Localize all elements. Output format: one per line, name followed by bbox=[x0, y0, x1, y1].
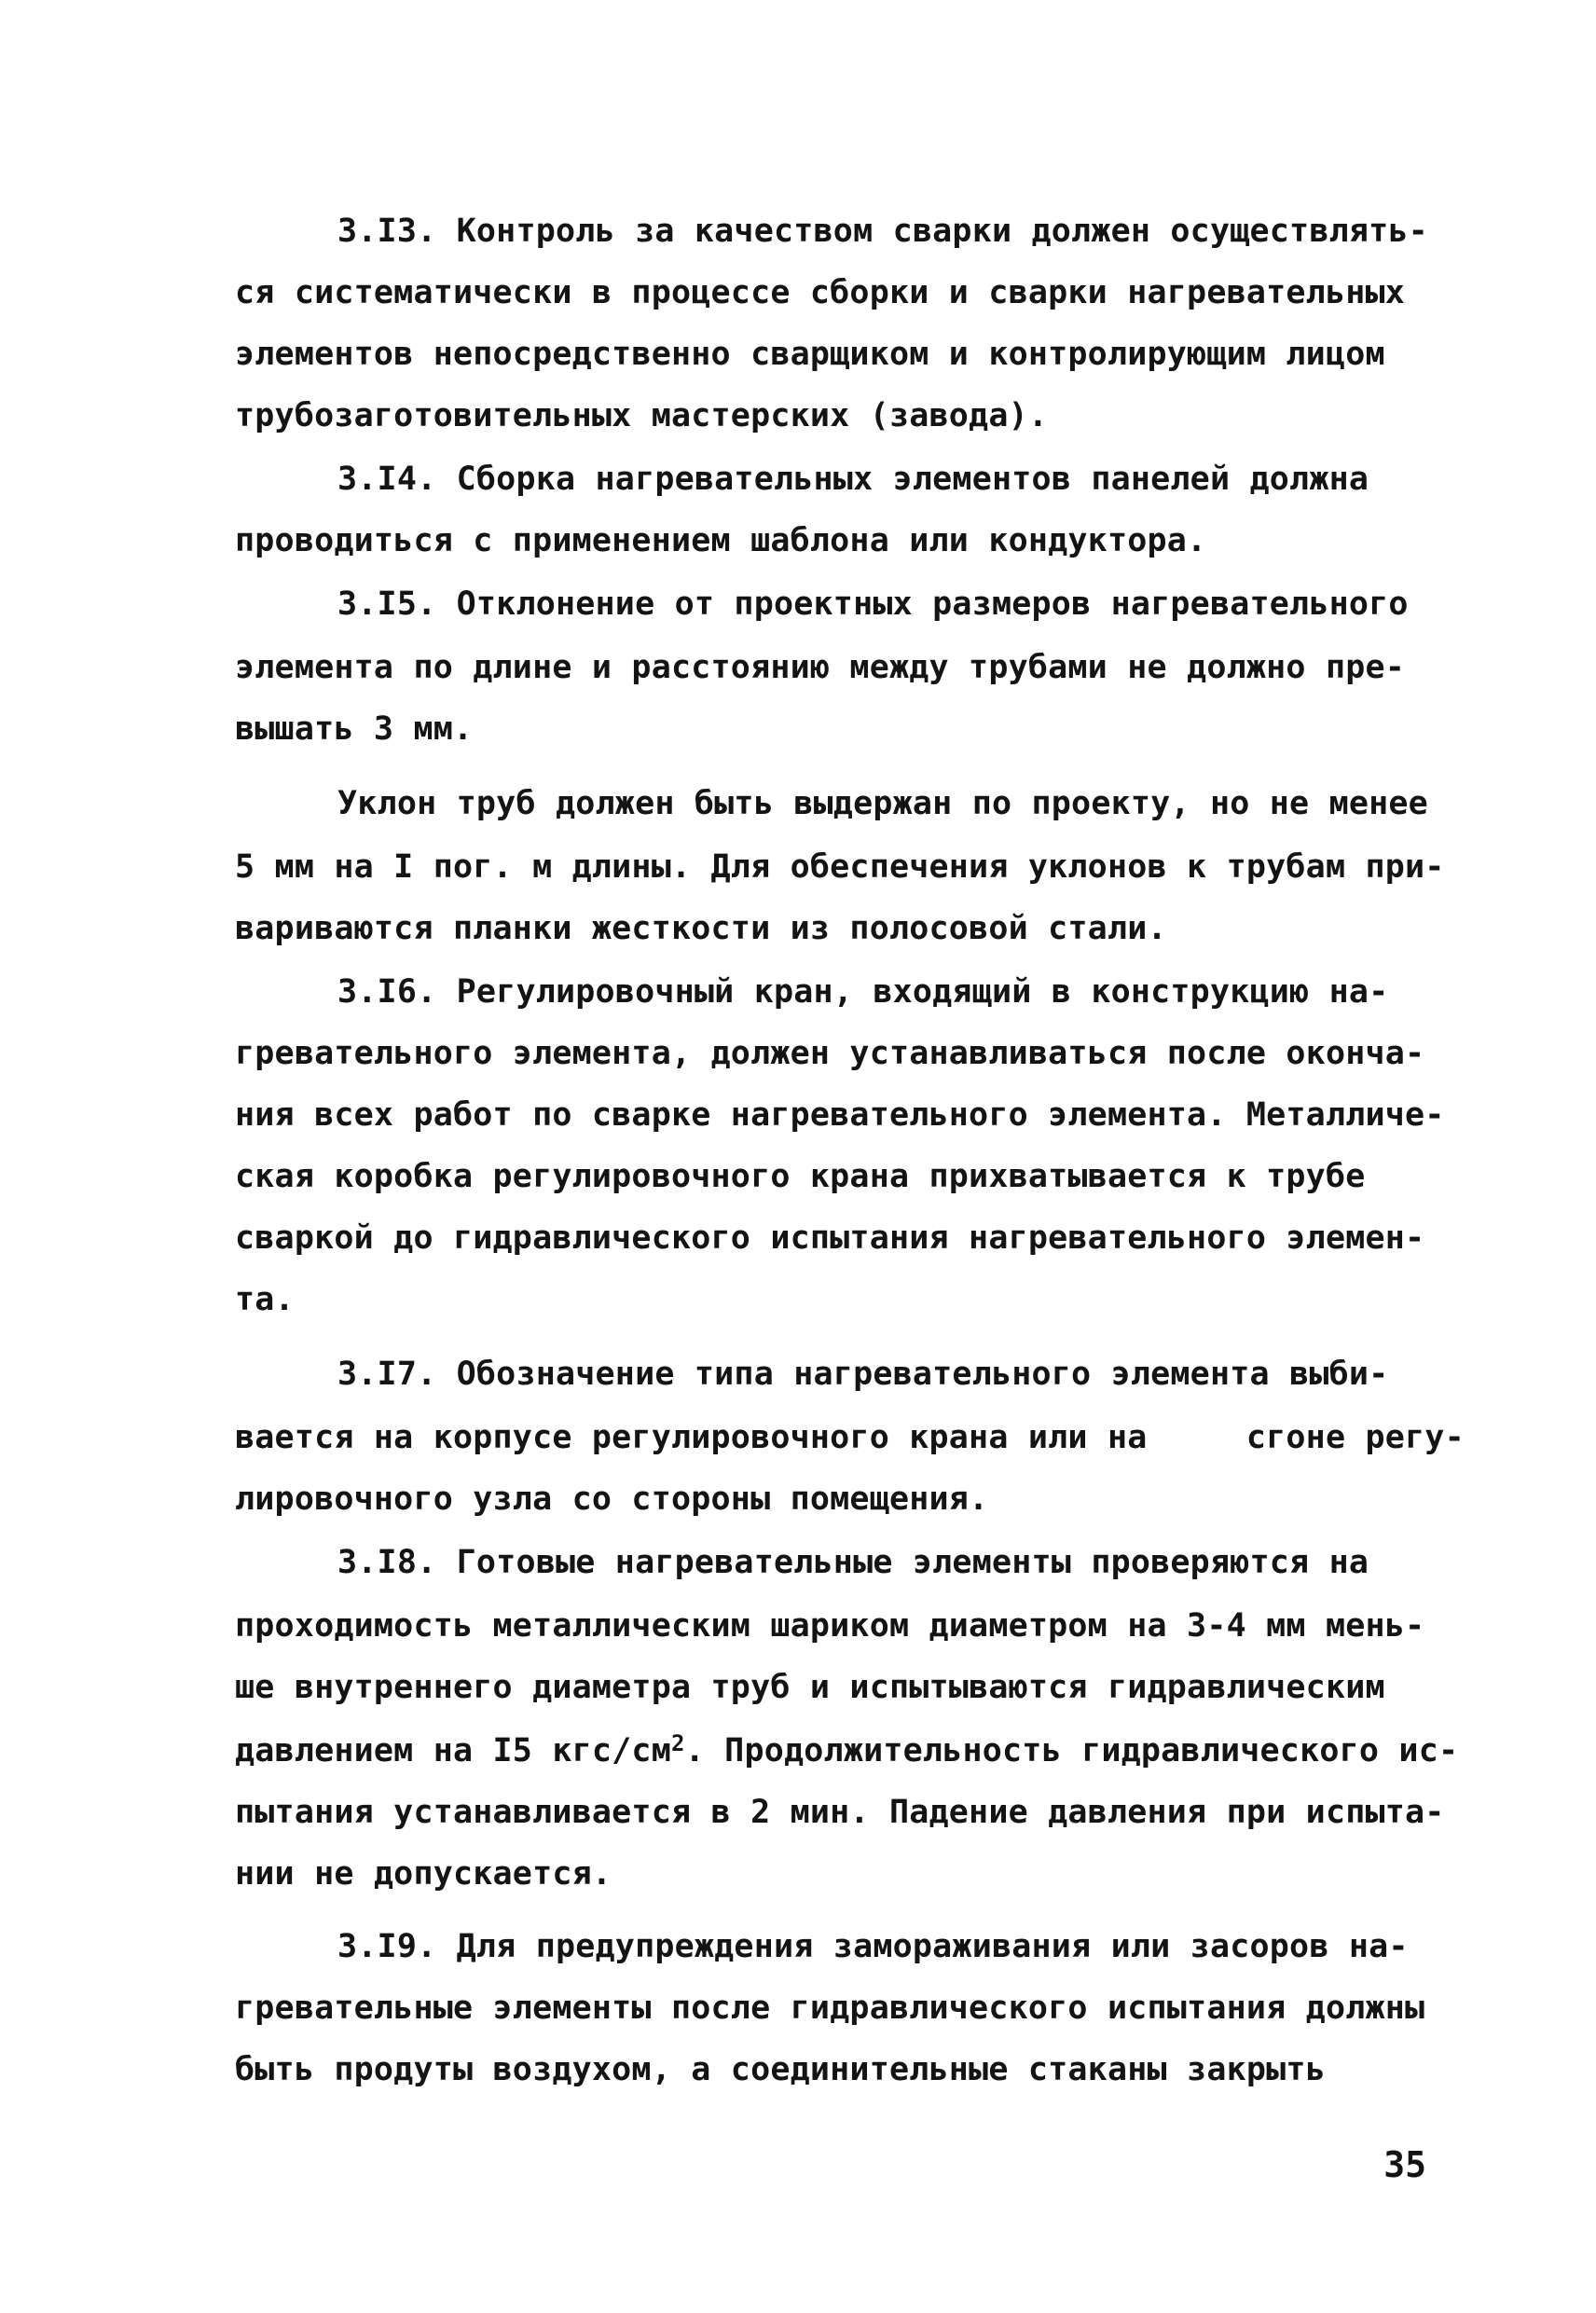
text-line: проводиться с применением шаблона или кондуктора. bbox=[235, 522, 1207, 559]
text-line: 3.I4. Сборка нагревательных элементов панелей должна bbox=[337, 461, 1369, 498]
text-line: 3.I7. Обозначение типа нагревательного элемента выби- bbox=[337, 1356, 1389, 1393]
superscript: 2 bbox=[670, 1730, 685, 1756]
text-line: элемента по длине и расстоянию между трубами не должно пре- bbox=[235, 649, 1406, 686]
text-line: ния всех работ по сварке нагревательного элемента. Металличе- bbox=[235, 1096, 1445, 1134]
text-line: пытания устанавливается в 2 мин. Падение давления при испыта- bbox=[235, 1794, 1445, 1831]
text-line: 5 мм на I пог. м длины. Для обеспечения уклонов к трубам при- bbox=[235, 848, 1445, 886]
text-line: 3.I3. Контроль за качеством сварки должен осуществлять- bbox=[337, 213, 1428, 250]
text-line: элементов непосредственно сварщиком и контролирующим лицом bbox=[235, 336, 1385, 373]
text-line: 3.I8. Готовые нагревательные элементы проверяются на bbox=[337, 1544, 1369, 1581]
text-line: вается на корпусе регулировочного крана или на сгоне регу- bbox=[235, 1419, 1465, 1456]
text-segment: . Продолжительность гидравлического ис- bbox=[684, 1732, 1459, 1769]
text-line: вышать 3 мм. bbox=[235, 710, 474, 748]
text-line: та. bbox=[235, 1281, 295, 1318]
text-line: 3.I9. Для предупреждения замораживания или засоров на- bbox=[337, 1928, 1409, 1965]
text-line: гревательные элементы после гидравлического испытания должны bbox=[235, 1989, 1425, 2027]
text-line: нии не допускается. bbox=[235, 1855, 612, 1893]
text-line bbox=[235, 1732, 1458, 1769]
text-line: лировочного узла со стороны помещения. bbox=[235, 1480, 989, 1518]
text-line: 3.I6. Регулировочный кран, входящий в конструкцию на- bbox=[337, 973, 1389, 1011]
text-segment: давлением на I5 кгс/см bbox=[235, 1732, 671, 1769]
text-line: ская коробка регулировочного крана прихватывается к трубе bbox=[235, 1158, 1366, 1195]
text-line: Уклон труб должен быть выдержан по проекту, но не менее bbox=[337, 785, 1428, 822]
text-line: ше внутреннего диаметра труб и испытываются гидравлическим bbox=[235, 1669, 1385, 1706]
text-line: проходимость металлическим шариком диаметром на 3-4 мм мень- bbox=[235, 1607, 1425, 1645]
text-line: ся систематически в процессе сборки и сварки нагревательных bbox=[235, 274, 1406, 311]
text-line: 3.I5. Отклонение от проектных размеров нагревательного bbox=[337, 585, 1409, 623]
page-number: 35 bbox=[1383, 2144, 1426, 2185]
text-line: быть продуты воздухом, а соединительные стаканы закрыть bbox=[235, 2051, 1326, 2088]
text-line: вариваются планки жесткости из полосовой стали. bbox=[235, 910, 1167, 947]
text-line: трубозаготовительных мастерских (завода). bbox=[235, 397, 1049, 434]
text-line: сваркой до гидравлического испытания нагревательного элемен- bbox=[235, 1219, 1425, 1257]
text-line: гревательного элемента, должен устанавливаться после оконча- bbox=[235, 1035, 1425, 1072]
